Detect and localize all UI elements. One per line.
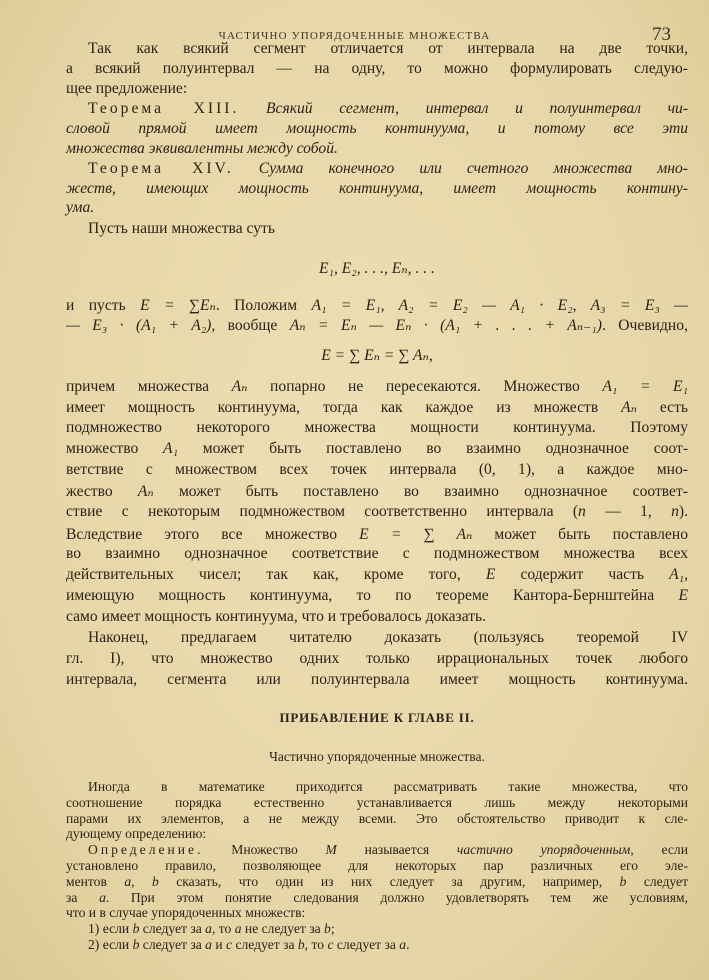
text-line — [66, 608, 688, 626]
text-segment: называется — [336, 842, 457, 857]
text-segment: следует за — [333, 937, 400, 952]
text-line — [66, 440, 688, 458]
text-segment: не следует за — [241, 921, 325, 936]
text-line — [66, 795, 688, 811]
text-segment: . Очевидно, — [601, 317, 688, 334]
text-segment: следует за — [139, 937, 206, 952]
math-or-emphasis-text: Всякий сегмент, интервал и полуинтервал чи- — [239, 100, 689, 117]
text-segment: щее предложение: — [66, 80, 188, 97]
text-line — [66, 80, 688, 98]
text-line — [66, 346, 688, 365]
text-segment: множество — [66, 440, 164, 457]
text-segment: причем множества — [66, 378, 232, 395]
math-or-emphasis-text: b — [132, 937, 140, 952]
text-line — [66, 749, 688, 765]
text-line — [66, 710, 688, 726]
text-segment: сказать, что один из них следует за другим, например, — [158, 874, 620, 889]
text-segment: действительных чисел; так как, кроме того, — [66, 566, 486, 583]
text-segment: подмножество некоторого множества мощности континуума. Поэтому — [66, 419, 688, 436]
text-line — [66, 566, 688, 584]
text-line — [66, 858, 688, 874]
text-segment: Пусть наши множества суть — [88, 220, 275, 237]
math-or-emphasis-text: a, b — [124, 874, 159, 889]
math-or-emphasis-text: a — [205, 937, 212, 952]
math-or-emphasis-text: n — [671, 503, 679, 520]
text-line — [66, 100, 688, 118]
text-segment: может быть поставлено — [472, 526, 688, 543]
math-or-emphasis-text: b — [324, 921, 331, 936]
text-segment: может быть поставлено во взаимно однозначное соот- — [178, 440, 689, 457]
math-or-emphasis-text: E = ∑ Eₙ = ∑ Aₙ, — [321, 347, 433, 364]
text-segment: а всякий полуинтервал — на одну, то можно формулировать следую- — [66, 60, 688, 77]
text-segment: — 1, — [585, 503, 672, 520]
math-or-emphasis-text: a — [99, 890, 106, 905]
spaced-label: Определение. — [88, 842, 204, 857]
text-segment: гл. I), что множество одних только иррациональных точек любого — [66, 650, 688, 667]
text-line — [66, 545, 688, 563]
math-or-emphasis-text: Сумма конечного или счетного множества мно- — [233, 160, 688, 177]
text-line — [66, 60, 688, 78]
text-line — [66, 140, 688, 158]
math-or-emphasis-text: словой прямой имеет мощность континуума, и потому все эти — [66, 120, 688, 137]
page-number: 73 — [652, 24, 671, 45]
math-or-emphasis-text: b — [132, 921, 140, 936]
spaced-label: Теорема XIII. — [88, 100, 240, 117]
text-segment: и пусть — [66, 297, 141, 314]
math-or-emphasis-text: Aₙ — [231, 378, 248, 395]
text-segment: , то — [304, 937, 328, 952]
math-or-emphasis-text: c — [226, 937, 233, 952]
math-or-emphasis-text: M — [325, 842, 337, 857]
text-line — [66, 921, 688, 937]
text-line — [66, 220, 688, 238]
text-segment: ; — [330, 921, 335, 936]
math-or-emphasis-text: a — [399, 937, 407, 952]
math-or-emphasis-text: Aₙ — [621, 399, 637, 416]
text-segment: ствие с некоторым подмножеством соответственно интервала ( — [66, 503, 579, 520]
math-or-emphasis-text: частично упорядоченным — [456, 842, 631, 857]
math-or-emphasis-text: Aₙ — [137, 483, 154, 500]
text-segment: Иногда в математике приходится рассматривать такие множества, что — [88, 779, 688, 794]
text-line — [66, 296, 688, 315]
text-line — [66, 905, 688, 921]
text-segment: Вследствие этого все множество — [66, 526, 360, 543]
text-line — [66, 482, 688, 501]
math-or-emphasis-text: множества эквивалентны между собой. — [66, 140, 338, 157]
text-line — [66, 671, 688, 689]
math-or-emphasis-text: E = ∑Eₙ — [140, 297, 216, 314]
text-segment: есть — [636, 399, 688, 416]
text-segment: ). — [678, 503, 689, 520]
text-segment: имеющую мощность континуума, то по теореме Кантора-Бернштейна — [66, 587, 679, 604]
math-or-emphasis-text: жеств, имеющих мощность континуума, имеет мощность континy- — [66, 180, 688, 197]
text-line — [66, 937, 688, 953]
math-or-emphasis-text: A₁, — [669, 566, 688, 583]
text-segment: , вообще — [211, 317, 290, 334]
text-line — [66, 120, 688, 138]
text-line — [66, 377, 688, 396]
text-segment: что и в случае упорядоченных множеств: — [66, 905, 306, 920]
math-or-emphasis-text: a — [234, 921, 242, 936]
text-segment: содержит часть — [495, 566, 670, 583]
text-line — [66, 40, 688, 58]
math-or-emphasis-text: — E₃ · (A₁ + A₂) — [66, 317, 212, 334]
text-segment: , если — [630, 842, 688, 857]
text-line — [66, 503, 688, 521]
text-segment: само имеет мощность континуума, что и требовалось доказать. — [66, 608, 487, 625]
text-segment: Наконец, предлагаем читателю доказать (пользуясь теоремой IV — [88, 629, 688, 646]
text-line — [66, 160, 688, 178]
spaced-label: Теорема XIV. — [88, 160, 234, 177]
math-or-emphasis-text: E — [678, 587, 688, 604]
text-segment: . При этом понятие следования должно удовлетворять тем же условиям, — [105, 890, 688, 905]
text-line — [66, 779, 688, 795]
text-segment: следует за — [139, 921, 206, 936]
math-or-emphasis-text: E = ∑ Aₙ — [359, 526, 473, 543]
text-segment: ПРИБАВЛЕНИЕ К ГЛАВЕ II. — [279, 710, 475, 725]
math-or-emphasis-text: b — [619, 874, 627, 889]
text-segment: имеет мощность континуума, тогда как каждое из множеств — [66, 399, 622, 416]
text-segment: парами их элементов, а не между всеми. Это обстоятельство приводит к сле- — [66, 811, 688, 826]
math-or-emphasis-text: E — [485, 566, 496, 583]
text-segment: установлено правило, позволяющее для некоторых пар различных его эле- — [66, 858, 688, 873]
text-segment: может быть поставлено во взаимно однозначное соответ- — [153, 483, 688, 500]
math-or-emphasis-text: E₁, E₂, . . ., Eₙ, . . . — [319, 260, 435, 277]
math-or-emphasis-text: A₁ = E₁ — [602, 378, 688, 395]
text-segment: Множество — [203, 842, 326, 857]
text-segment: дующему определению: — [66, 826, 207, 841]
text-segment: жество — [66, 483, 138, 500]
text-line — [66, 629, 688, 647]
text-line — [66, 587, 688, 605]
text-segment: Частично упорядоченные множества. — [269, 749, 485, 764]
text-line — [66, 874, 688, 890]
text-segment: 1) если — [88, 921, 133, 936]
math-or-emphasis-text: Aₙ = Eₙ — Eₙ · (A₁ + . . . + Aₙ₋₁) — [289, 317, 602, 334]
text-line — [66, 811, 688, 827]
text-segment: попарно не пересекаются. Множество — [247, 378, 603, 395]
text-segment: 2) если — [88, 937, 133, 952]
text-segment: , то — [211, 921, 235, 936]
text-segment: соотношение порядка естественно устанавливается лишь между некоторыми — [66, 795, 688, 810]
running-header: ЧАСТИЧНО УПОРЯДОЧЕННЫЕ МНОЖЕСТВА — [218, 30, 491, 42]
math-or-emphasis-text: A₁ — [163, 440, 178, 457]
math-or-emphasis-text: b — [297, 937, 305, 952]
text-segment: следует за — [232, 937, 298, 952]
text-line — [66, 199, 688, 217]
text-line — [66, 826, 688, 842]
text-line — [66, 525, 688, 544]
math-or-emphasis-text: n — [578, 503, 586, 520]
text-line — [66, 650, 688, 668]
text-segment: за — [66, 890, 100, 905]
math-or-emphasis-text: c — [327, 937, 334, 952]
text-segment: ветствие с множеством всех точек интервала (0, 1), а каждое мно- — [66, 461, 688, 478]
text-segment: следует — [626, 874, 689, 889]
math-or-emphasis-text: ума. — [66, 199, 95, 216]
text-line — [66, 316, 688, 335]
text-line — [66, 842, 688, 858]
math-or-emphasis-text: a — [205, 921, 212, 936]
text-segment: интервала, сегмента или полуинтервала имеет мощность континуума. — [66, 671, 688, 688]
text-segment: . — [406, 937, 410, 952]
math-or-emphasis-text: A₁ = E₁, A₂ = E₂ — A₁ · E₂, A₃ = E₃ — — [311, 297, 688, 314]
text-segment: Так как всякий сегмент отличается от интервала на две точки, — [88, 40, 688, 57]
text-segment: ментов — [66, 874, 125, 889]
text-line — [66, 259, 688, 278]
text-line — [66, 398, 688, 417]
text-segment: . Положим — [215, 297, 312, 314]
text-line — [66, 890, 688, 906]
text-segment: во взаимно однозначное соответствие с подмножеством множества всех — [66, 545, 688, 562]
text-segment: и — [211, 937, 227, 952]
text-line — [66, 461, 688, 479]
text-line — [66, 419, 688, 437]
text-line — [66, 180, 688, 198]
